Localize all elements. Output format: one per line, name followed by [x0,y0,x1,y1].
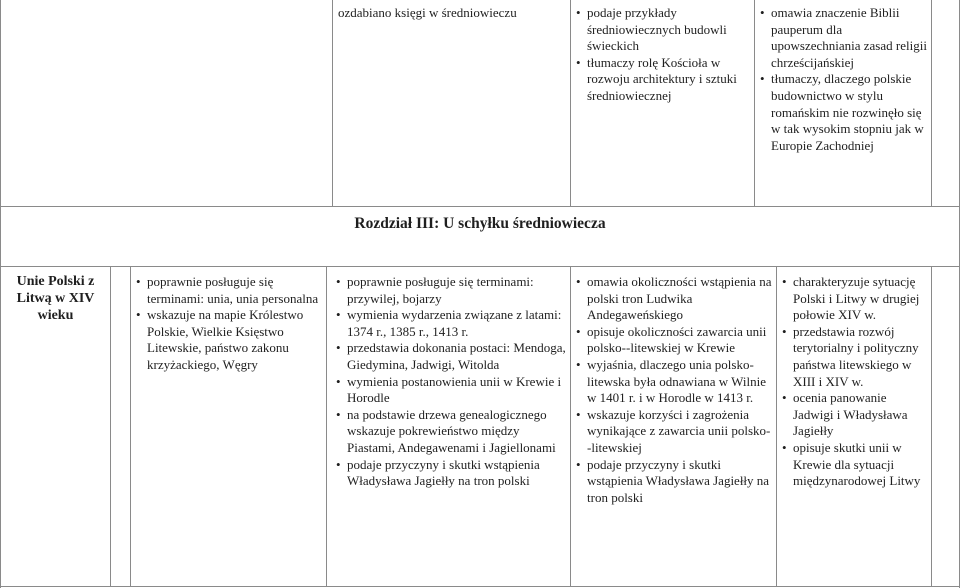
bullet-item: • ocenia panowanie Jadwigi i Władysława Jagiełły [782,390,928,440]
grid-line-u4 [776,266,777,586]
cell-top-level2 [338,5,566,22]
bullet-item: • charakteryzuje sytuację Polski i Litwy w drugiej połowie XIV w. [782,274,928,324]
grid-line-left [0,0,1,588]
bullet-item: • tłumaczy, dlaczego polskie budownictwo w stylu romańskim nie rozwinęło się w tak wysokim stopniu jak w Europie Zachodniej [760,71,928,154]
cell-unie-level2 [336,274,566,490]
bullet-item: • opisuje skutki unii w Krewie dla sytuacji międzynarodowej Litwy [782,440,928,490]
cell-top-level3 [576,5,750,105]
bullet-item: • wymienia wydarzenia związane z latami: 1374 r., 1385 r., 1413 r. [336,307,566,340]
bullet-item: • wyjaśnia, dlaczego unia polsko-litewska była odnawiana w Wilnie w 1401 r. i w Horodle w 1413 r. [576,357,772,407]
topic-title: Unie Polski z Litwą w XIV wieku [16,274,95,323]
bullet-item: • poprawnie posługuje się terminami: przywilej, bojarzy [336,274,566,307]
bullet-item: • wymienia postanowienia unii w Krewie i Horodle [336,374,566,407]
section-title: Rozdział III: U schyłku średniowiecza [354,215,606,232]
bullet-item: • poprawnie posługuje się terminami: unia, unia personalna [136,274,324,307]
cell-top-level4 [760,5,928,154]
grid-line-col2 [570,0,571,206]
grid-line-col4 [931,0,932,206]
bullet-item: • tłumaczy rolę Kościoła w rozwoju architektury i sztuki średniowiecznej [576,55,750,105]
bullet-item: • podaje przyczyny i skutki wstąpienia Władysława Jagiełły na tron polski [336,457,566,490]
text-line: ozdabiano księgi w średniowieczu [338,5,517,20]
bullet-item: • omawia okoliczności wstąpienia na polski tron Ludwika Andegaweńskiego [576,274,772,324]
bullet-item: • na podstawie drzewa genealogicznego wskazuje pokrewieństwo między Piastami, Andegawenami i Jagiellonami [336,407,566,457]
grid-line-bottom [0,586,960,587]
bullet-item: • podaje przyczyny i skutki wstąpienia Władysława Jagiełły na tron polski [576,457,772,507]
cell-unie-level4 [782,274,928,490]
bullet-item: • wskazuje korzyści i zagrożenia wynikające z zawarcia unii polsko- -litewskiej [576,407,772,457]
bullet-item: • podaje przykłady średniowiecznych budowli świeckich [576,5,750,55]
bullet-item: • wskazuje na mapie Królestwo Polskie, Wielkie Księstwo Litewskie, państwo zakonu krzyżackiego, Węgry [136,307,324,373]
grid-line-u0 [110,266,111,586]
cell-unie-level1 [136,274,324,374]
grid-line-col3 [754,0,755,206]
bullet-item: • przedstawia dokonania postaci: Mendoga, Giedymina, Jadwigi, Witolda [336,340,566,373]
grid-line-u1 [130,266,131,586]
bullet-item: • przedstawia rozwój terytorialny i polityczny państwa litewskiego w XIII i XIV w. [782,324,928,390]
grid-line-u3 [570,266,571,586]
grid-line-col1 [332,0,333,206]
cell-unie-level3 [576,274,772,506]
bullet-item: • opisuje okoliczności zawarcia unii polsko--litewskiej w Krewie [576,324,772,357]
grid-line-u2 [326,266,327,586]
grid-line-u5 [931,266,932,586]
grid-line-top-row-bottom [0,206,960,207]
bullet-item: • omawia znaczenie Biblii pauperum dla upowszechniania zasad religii chrześcijańskiej [760,5,928,71]
grid-line-section-bottom [0,266,960,267]
